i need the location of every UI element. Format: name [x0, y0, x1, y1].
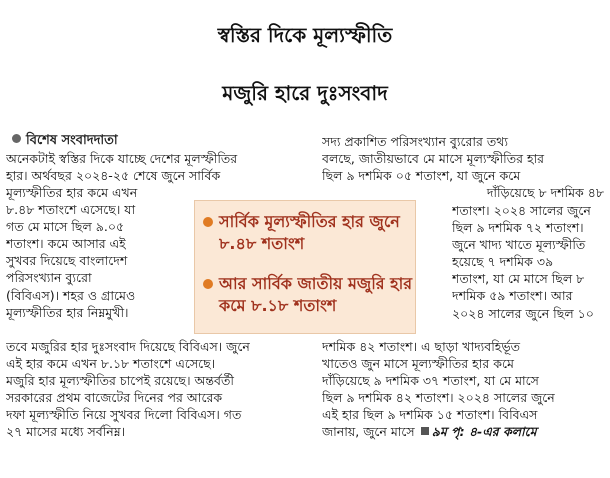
text-line: খাতেও জুন মাসে মূল্যস্ফীতির হার কমে	[322, 356, 514, 372]
text-line: সুখবর দিয়েছে বাংলাদেশ	[6, 253, 128, 269]
text-line: ৮.৪৮ শতাংশে এসেছে। যা	[6, 202, 136, 218]
text-line: এই হার ছিল ৯ দশমিক ১৫ শতাংশ। বিবিএস	[322, 407, 538, 423]
headline-line-1: স্বস্তির দিকে মূল্যস্ফীতি	[217, 23, 393, 47]
text-line: শতাংশ। ২০২৪ সালের জুনে	[452, 203, 591, 218]
text-line: (বিবিএস)। শহর ও গ্রামেও	[6, 287, 136, 303]
text-line: এই হার কমে এখন ৮.১৮ শতাংশে এসেছে।	[6, 356, 216, 372]
text-line: দফা মূল্যস্ফীতি নিয়ে সুখবর দিলো বিবিএস। গত	[6, 407, 242, 423]
callout-text: সার্বিক মূল্যস্ফীতির হার জুনে ৮.৪৮ শতাংশ	[219, 212, 400, 253]
headline-line-2: মজুরি হারে দুঃসংবাদ	[222, 81, 388, 105]
bullet-icon	[12, 134, 21, 143]
text-line: সদ্য প্রকাশিত পরিসংখ্যান ব্যুরোর তথ্য	[322, 134, 508, 149]
byline	[12, 131, 118, 152]
text-line: মূল্যস্ফীতির হার নিম্নমুখী।	[6, 304, 129, 320]
text-line: দশমিক ৫৯ শতাংশ। আর	[452, 288, 573, 304]
text-line: ২০২৪ সালের জুনে ছিল ১০	[452, 305, 594, 321]
right-column-middle	[452, 202, 604, 322]
text-line	[322, 423, 604, 440]
callout-text: আর সার্বিক জাতীয় মজুরি হার কমে ৮.১৮ শতাংশ	[219, 274, 413, 315]
continuation-text: ৯ম পৃ: ৪-এর কলামে	[431, 424, 537, 440]
text-line: বলছে, জাতীয়ভাবে মে মাসে মূল্যস্ফীতির হার	[322, 151, 545, 167]
continuation-note	[415, 424, 537, 439]
text-line: তবে মজুরির হার দুঃসংবাদ দিয়েছে বিবিএস। জুনে	[6, 339, 250, 354]
orange-bullet-icon	[203, 217, 213, 227]
text-line: গত মে মাসে ছিল ৯.০৫	[6, 219, 125, 235]
text-fragment: জানায়, জুনে মাসে	[322, 424, 415, 440]
byline-text: বিশেষ সংবাদদাতা	[26, 133, 118, 148]
text-line: অনেকটাই স্বস্তির দিকে যাচ্ছে দেশের মূলস্ফীতির	[6, 151, 238, 166]
callout-box	[194, 200, 416, 334]
text-line: মজুরি হার মূল্যস্ফীতির চাপেই রয়েছে। অন্তর্বর্তী	[6, 373, 234, 389]
right-column-bottom	[322, 338, 604, 441]
text-line: মূল্যস্ফীতির হার কমে এখন	[6, 185, 138, 200]
text-line: সরকারের প্রথম বাজেটের দিনের পর আরেক	[6, 390, 223, 406]
text-line: হার। অর্থবছর ২০২৪-২৫ শেষে জুনে সার্বিক	[6, 168, 221, 184]
text-line: দাঁড়িয়েছে ৯ দশমিক ৩৭ শতাংশ, যা মে মাসে	[322, 373, 539, 389]
text-line: শতাংশ। কমে আসার এই	[6, 236, 126, 252]
text-line: হয়েছে ৭ দশমিক ৩৯	[452, 254, 554, 270]
orange-bullet-icon	[203, 279, 213, 289]
callout-item	[203, 273, 413, 317]
text-line: শতাংশ, যা মে মাসে ছিল ৮	[452, 271, 585, 287]
left-column-top	[6, 150, 314, 184]
callout-item	[203, 211, 413, 255]
right-column-top	[322, 133, 604, 201]
text-line: জুনে খাদ্য খাতে মূল্যস্ফীতি	[452, 237, 586, 253]
left-column-bottom	[6, 338, 308, 441]
left-column-middle	[6, 184, 192, 321]
text-line: ছিল ৯ দশমিক ০৫ শতাংশ, যা জুনে কমে	[322, 168, 521, 184]
square-bullet-icon	[421, 427, 429, 435]
text-line: দাঁড়িয়েছে ৮ দশমিক ৪৮	[486, 185, 604, 201]
text-line: ছিল ৯ দশমিক ৪২ শতাংশ। ২০২৪ সালের জুনে	[322, 390, 555, 406]
text-line: ২৭ মাসের মধ্যে সর্বনিম্ন।	[6, 424, 126, 440]
text-line: ছিল ৯ দশমিক ৭২ শতাংশ।	[452, 220, 584, 236]
text-line: পরিসংখ্যান ব্যুরো	[6, 270, 92, 286]
text-line: দশমিক ৪২ শতাংশ। এ ছাড়া খাদ্যবহির্ভূত	[322, 339, 521, 354]
